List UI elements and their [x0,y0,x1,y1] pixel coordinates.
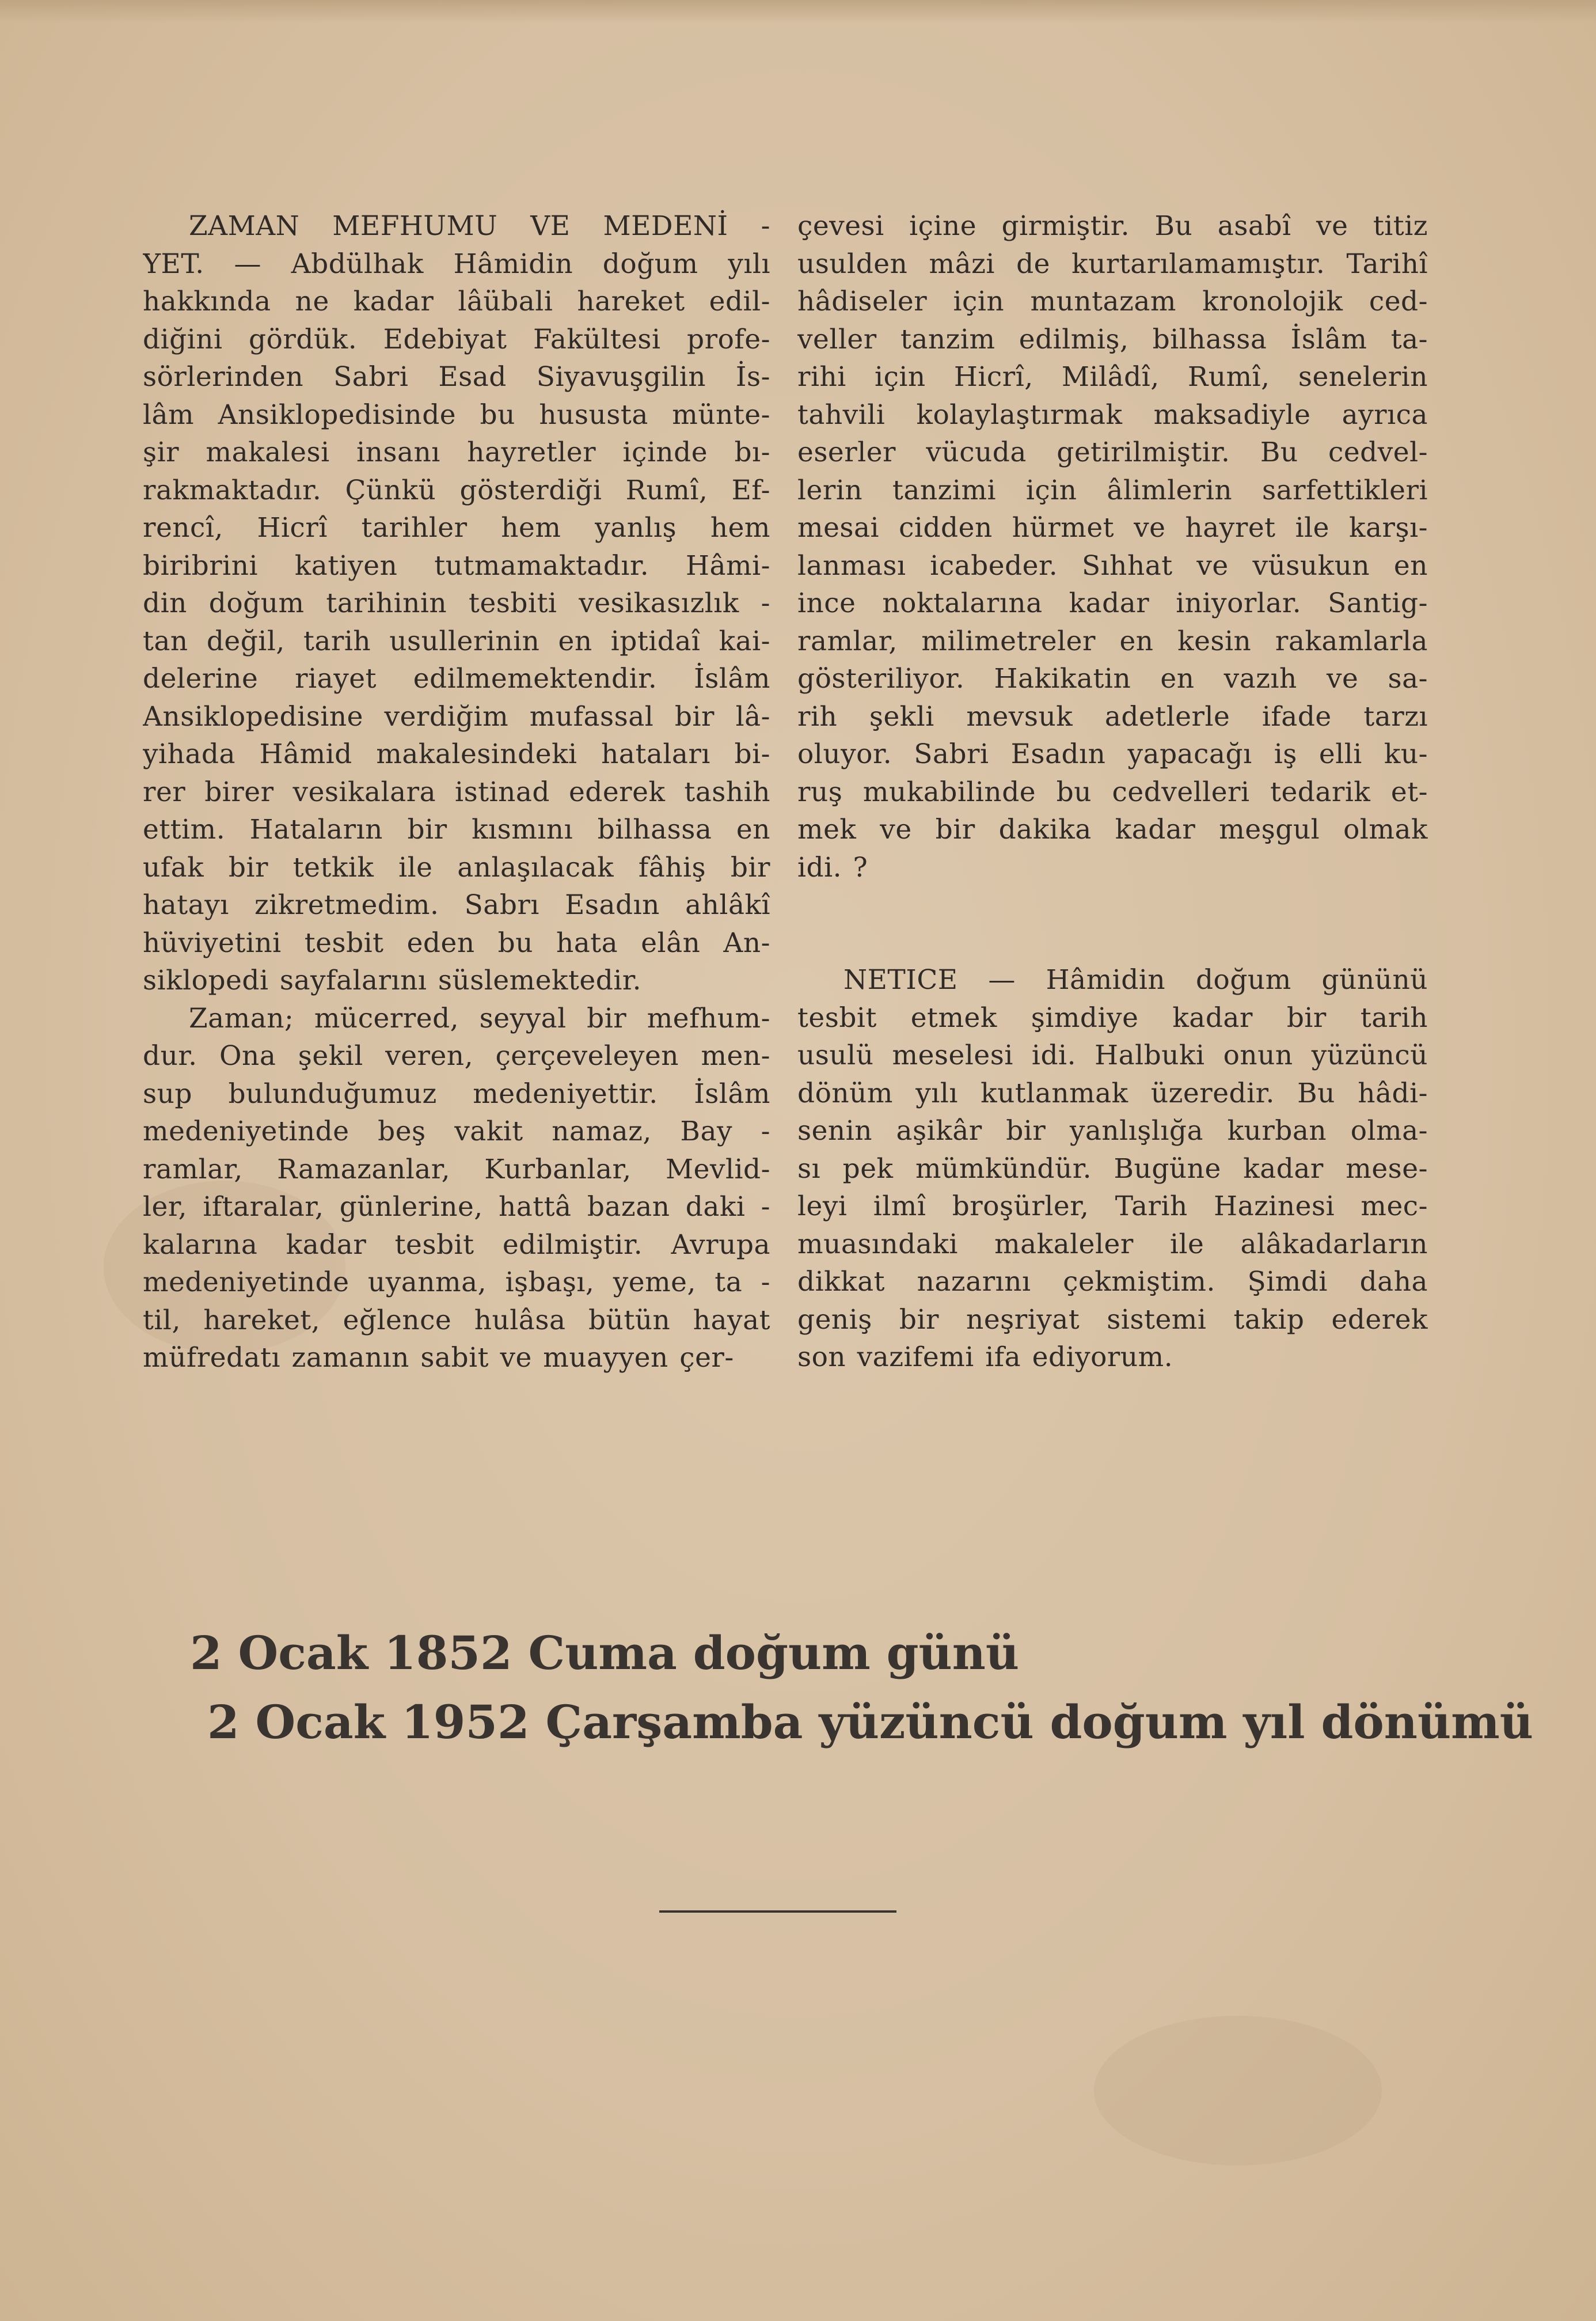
text-line: rakmaktadır. Çünkü gösterdiği Rumî, Ef- [143,474,770,506]
text-line: dur. Ona şekil veren, çerçeveleyen men- [143,1040,770,1072]
text-line: rencî, Hicrî tarihler hem yanlış hem [143,512,770,544]
anniversary-date-line: 2 Ocak 1952 Çarşamba yüzüncü doğum yıl dönümü [207,1695,1533,1749]
paper-stain [1094,2016,1382,2165]
text-line: geniş bir neşriyat sistemi takip ederek [797,1303,1428,1336]
text-line: müfredatı zamanın sabit ve muayyen çer- [143,1342,734,1374]
text-line: ruş mukabilinde bu cedvelleri tedarik et- [797,776,1428,808]
text-line: ZAMAN MEFHUMU VE MEDENİ - [189,210,770,242]
text-line: tan değil, tarih usullerinin en iptidaî kai- [143,625,770,657]
text-line: diğini gördük. Edebiyat Fakültesi profe- [143,323,770,355]
text-line: medeniyetinde uyanma, işbaşı, yeme, ta - [143,1266,770,1298]
text-line: rer birer vesikalara istinad ederek tashih [143,776,770,808]
text-line: idi. ? [797,851,868,883]
text-line: til, hareket, eğlence hulâsa bütün hayat [143,1304,770,1336]
text-line: ince noktalarına kadar iniyorlar. Santig- [797,587,1428,619]
text-line: mek ve bir dakika kadar meşgul olmak [797,814,1428,845]
text-line: ramlar, milimetreler en kesin rakamlarla [797,625,1428,657]
text-line: sı pek mümkündür. Bugüne kadar mese- [797,1152,1428,1185]
text-line: biribrini katiyen tutmamaktadır. Hâmi- [143,549,770,582]
text-line: tesbit etmek şimdiye kadar bir tarih [797,1002,1428,1034]
text-line: Zaman; mücerred, seyyal bir mefhum- [189,1002,770,1034]
paper-edge [0,0,1596,23]
text-line: dikkat nazarını çekmiştim. Şimdi daha [797,1266,1428,1298]
paragraph-gap [797,886,1428,961]
text-line: hüviyetini tesbit eden bu hata elân An- [143,927,770,959]
right-text-column [797,207,1428,1376]
text-line: YET. — Abdülhak Hâmidin doğum yılı [143,248,770,280]
text-line: rihi için Hicrî, Milâdî, Rumî, senelerin [797,361,1428,393]
text-line: leyi ilmî broşürler, Tarih Hazinesi mec- [797,1190,1428,1222]
text-line: usulden mâzi de kurtarılamamıştır. Tarihî [797,248,1428,280]
text-line: senin aşikâr bir yanlışlığa kurban olma- [797,1115,1428,1147]
birth-date-line: 2 Ocak 1852 Cuma doğum günü [190,1626,1020,1680]
right-paragraph-1 [797,207,1428,886]
text-line: son vazifemi ifa ediyorum. [797,1341,1173,1373]
text-line: medeniyetinde beş vakit namaz, Bay - [143,1116,770,1147]
text-line: hâdiseler için muntazam kronolojik ced- [797,286,1428,317]
text-line: gösteriliyor. Hakikatin en vazıh ve sa- [797,663,1428,695]
text-line: lerin tanzimi için âlimlerin sarfettikleri [797,474,1428,506]
text-line: ufak bir tetkik ile anlaşılacak fâhiş bir [143,851,770,883]
text-line: kalarına kadar tesbit edilmiştir. Avrupa [143,1228,770,1261]
text-line: ler, iftaralar, günlerine, hattâ bazan daki - [143,1191,770,1223]
text-line: mesai cidden hürmet ve hayret ile karşı- [797,512,1428,544]
horizontal-rule [659,1910,896,1913]
text-line: lanması icabeder. Sıhhat ve vüsukun en [797,549,1428,582]
text-line: çevesi içine girmiştir. Bu asabî ve titiz [797,210,1428,242]
right-paragraph-2 [797,961,1428,1376]
text-line: şir makalesi insanı hayretler içinde bı- [143,437,770,468]
text-line: rih şekli mevsuk adetlerle ifade tarzı [797,700,1428,733]
text-line: tahvili kolaylaştırmak maksadiyle ayrıca [797,399,1428,431]
text-line: oluyor. Sabri Esadın yapacağı iş elli ku- [797,738,1428,770]
text-line: hatayı zikretmedim. Sabrı Esadın ahlâkî [143,889,770,921]
text-line: Ansiklopedisine verdiğim mufassal bir lâ- [143,700,770,733]
text-line: hakkında ne kadar lâübali hareket edil- [143,286,770,317]
text-line: usulü meselesi idi. Halbuki onun yüzüncü [797,1040,1428,1071]
text-line: ettim. Hataların bir kısmını bilhassa en [143,814,770,845]
text-line: sup bulunduğumuz medeniyettir. İslâm [143,1078,770,1110]
text-line: ramlar, Ramazanlar, Kurbanlar, Mevlid- [143,1153,770,1185]
text-line: lâm Ansiklopedisinde bu hususta münte- [143,399,770,431]
text-line: siklopedi sayfalarını süslemektedir. [143,965,642,996]
left-text-column [143,207,770,1377]
text-line: muasındaki makaleler ile alâkadarların [797,1228,1428,1260]
text-line: eserler vücuda getirilmiştir. Bu cedvel- [797,437,1428,468]
text-line: sörlerinden Sabri Esad Siyavuşgilin İs- [143,361,770,393]
text-line: veller tanzim edilmiş, bilhassa İslâm ta- [797,323,1428,355]
date-heading-block [190,1618,1533,1757]
text-line: dönüm yılı kutlanmak üzeredir. Bu hâdi- [797,1077,1428,1109]
text-line: din doğum tarihinin tesbiti vesikasızlık - [143,587,770,619]
text-line: NETICE — Hâmidin doğum gününü [843,964,1428,996]
text-line: delerine riayet edilmemektendir. İslâm [143,663,770,695]
text-line: yihada Hâmid makalesindeki hataları bi- [143,738,770,770]
